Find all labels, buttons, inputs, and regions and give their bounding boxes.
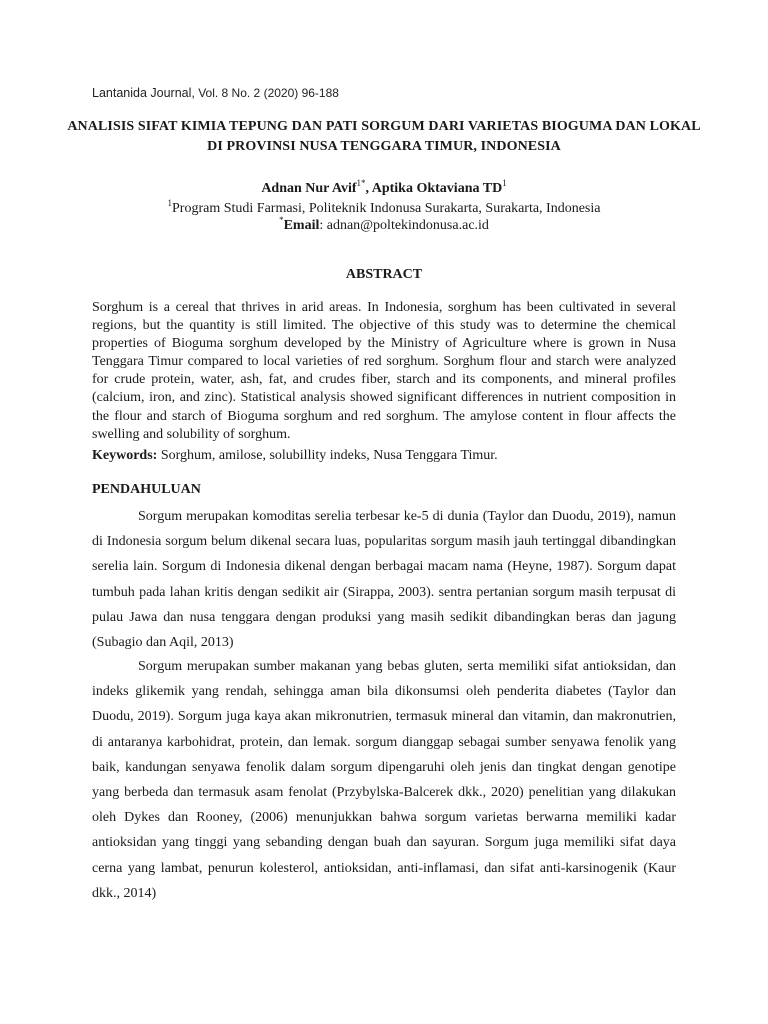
- author-affiliation-mark: 1: [502, 178, 507, 188]
- corresponding-email: [60, 217, 708, 235]
- journal-citation: [92, 86, 339, 100]
- paper-title: ANALISIS SIFAT KIMIA TEPUNG DAN PATI SORGUM DARI VARIETAS BIOGUMA DAN LOKAL DI PROVINSI NUSA TENGGARA TIMUR, INDONESIA: [67, 119, 701, 154]
- keywords-text: Sorghum, amilose, solubillity indeks, Nusa Tenggara Timur.: [157, 448, 498, 463]
- corresponding-mark: *: [279, 215, 284, 225]
- body-paragraph: Sorgum merupakan sumber makanan yang bebas gluten, serta memiliki sifat antioksidan, dan indeks glikemik yang rendah, sehingga aman bila dikonsumsi oleh penderita diabetes (Taylor dan Duodu, 2019). Sorgum juga kaya akan mikronutrien, termasuk mineral dan vitamin, dan makronutrien, di antaranya karbohidrat, protein, dan lemak. sorgum dianggap sebagai sumber senyawa fenolik yang baik, kandungan senyawa fenolik dalam sorgum dipengaruhi oleh jenis dan tingkat dengan genotipe yang berbeda dan termasuk asam fenolat (Przybylska-Balcerek dkk., 2020) penelitian yang dilakukan oleh Dykes dan Rooney, (2006) menunjukkan bahwa sorgum varietas berwarna memiliki kadar antioksidan yang tinggi yang sebanding dengan buah dan sayuran. Sorgum juga memiliki sifat daya cerna yang lambat, penurun kolesterol, antioksidan, anti-inflamasi, dan sifat anti-karsinogenik (Kaur dkk., 2014): [92, 659, 676, 901]
- keywords-label: Keywords:: [92, 448, 158, 463]
- affiliation-mark: 1: [167, 198, 172, 208]
- keywords: [92, 447, 676, 465]
- author-list: [60, 180, 708, 198]
- affiliation-text: Program Studi Farmasi, Politeknik Indonusa Surakarta, Surakarta, Indonesia: [172, 201, 601, 216]
- section-heading: PENDAHULUAN: [92, 482, 201, 497]
- author-affiliation-mark: 1*: [356, 178, 366, 188]
- email-address: : adnan@poltekindonusa.ac.id: [319, 218, 489, 233]
- email-label: Email: [283, 218, 320, 233]
- author-name: Aptika Oktaviana TD: [371, 181, 503, 196]
- body-paragraph: Sorgum merupakan komoditas serelia terbesar ke-5 di dunia (Taylor dan Duodu, 2019), namun di Indonesia sorgum belum dikenal secara luas, popularitas sorgum masih jauh tertinggal dibandingkan serelia lain. Sorgum di Indonesia dikenal dengan berbagai macam nama (Heyne, 1987). Sorgum dapat tumbuh pada lahan kritis dengan sedikit air (Sirappa, 2003). sentra pertanian sorgum masih terpusat di pulau Jawa dan nusa tenggara dengan produksi yang masih sedikit dibandingkan beras dan jagung (Subagio dan Aqil, 2013): [92, 509, 676, 651]
- author-name: Adnan Nur Avif: [261, 181, 357, 196]
- author-separator: ,: [365, 181, 372, 196]
- journal-volume: Vol. 8 No. 2 (2020) 96-188: [194, 86, 339, 100]
- abstract-heading: ABSTRACT: [345, 267, 423, 282]
- affiliation: [60, 200, 708, 218]
- journal-name: Lantanida Journal,: [92, 86, 195, 100]
- abstract-text: Sorghum is a cereal that thrives in arid areas. In Indonesia, sorghum has been cultivated in several regions, but the quantity is still limited. The objective of this study was to determine the chemical properties of Bioguma sorghum developed by the Ministry of Agriculture where is grown in Nusa Tenggara Timur compared to local varieties of red sorghum. Sorghum flour and starch were analyzed for crude protein, water, ash, fat, and crudes fiber, starch and its components, and mineral profiles (calcium, iron, and zinc). Statistical analysis showed significant differences in nutrient composition in the flour and starch of Bioguma sorghum and red sorghum. The amylose content in flour affects the swelling and solubility of sorghum.: [92, 300, 676, 442]
